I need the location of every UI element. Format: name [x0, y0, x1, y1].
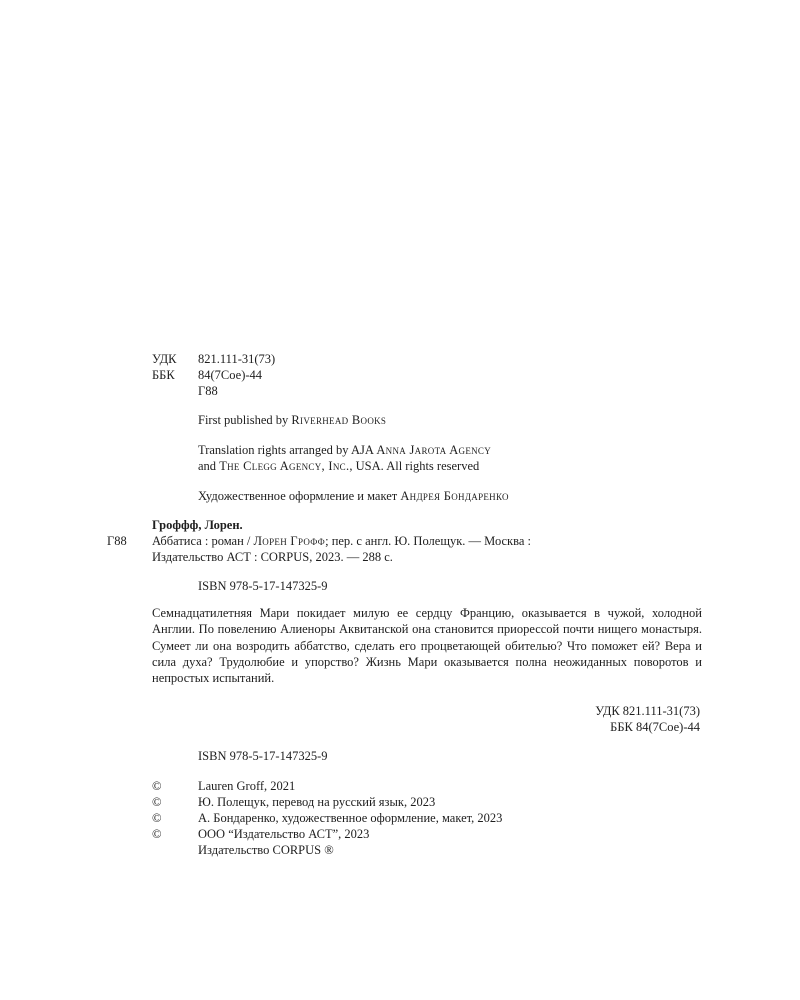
translation-rights-line-2 [198, 459, 479, 474]
catalog-side-sign: Г88 [107, 534, 127, 548]
copyright-item-1: Lauren Groff, 2021 [198, 779, 296, 793]
imprint-line: Издательство CORPUS ® [198, 843, 334, 857]
agency-name-1: Anna Jarota Agency [376, 443, 492, 457]
udk-line [152, 352, 275, 367]
original-publisher: Riverhead Books [291, 413, 387, 427]
catalog-line-2: Издательство АСТ : CORPUS, 2023. — 288 с. [152, 550, 393, 564]
catalog-heading: Гроффф, Лорен. [152, 518, 243, 532]
udk-value: 821.111-31(73) [198, 352, 276, 366]
copyright-item-4: ООО “Издательство АСТ”, 2023 [198, 827, 370, 841]
author-sign: Г88 [198, 384, 218, 398]
bbk-label: ББК [152, 368, 175, 382]
copyright-item-3: А. Бондаренко, художественное оформление, макет, 2023 [198, 811, 503, 825]
design-credit-line [198, 489, 509, 504]
copyright-symbol-4: © [152, 827, 162, 841]
copyright-symbol-1: © [152, 779, 162, 793]
first-published-prefix: First published by [198, 413, 289, 427]
isbn-bottom: ISBN 978-5-17-147325-9 [198, 749, 328, 763]
copyright-symbol-2: © [152, 795, 162, 809]
catalog-author: Лорен Грофф [253, 534, 326, 548]
catalog-isbn: ISBN 978-5-17-147325-9 [198, 579, 328, 593]
annotation-udk: УДК 821.111-31(73) [595, 704, 700, 718]
agency-name-2: The Clegg Agency, Inc. [219, 459, 350, 473]
bbk-value: 84(7Сое)-44 [198, 368, 263, 382]
translation-rights-and: and [198, 459, 217, 473]
udk-label: УДК [152, 352, 177, 366]
catalog-translator: ; пер. с англ. Ю. Полещук. — Москва : [325, 534, 532, 548]
annotation-bbk: ББК 84(7Сое)-44 [610, 720, 700, 734]
first-published-line [198, 413, 386, 428]
bbk-line [152, 368, 262, 383]
designer-name: Андрея Бондаренко [400, 489, 509, 503]
catalog-line-1 [152, 534, 531, 549]
translation-rights-prefix: Translation rights arranged by AJA [198, 443, 374, 457]
catalog-title: Аббатиса : роман / [152, 534, 254, 548]
design-credit-prefix: Художественное оформление и макет [198, 489, 398, 503]
rights-reserved: , USA. All rights reserved [349, 459, 480, 473]
translation-rights-line-1 [198, 443, 491, 458]
copyright-symbol-3: © [152, 811, 162, 825]
annotation-text: Семнадцатилетняя Мари покидает милую ее сердцу Францию, оказывается в чужой, холодной Англии. По повелению Алиеноры Аквитанской она становится приорессой почти нищего монастыря. Сумеет ли она возродить аббатство, сделать его процветающей обителью? Что поможет ей? Вера и сила духа? Трудолюбие и упорство? Жизнь Мари оказывается полна неожиданных поворотов и непростых испытаний. [152, 606, 702, 686]
copyright-item-2: Ю. Полещук, перевод на русский язык, 2023 [198, 795, 436, 809]
